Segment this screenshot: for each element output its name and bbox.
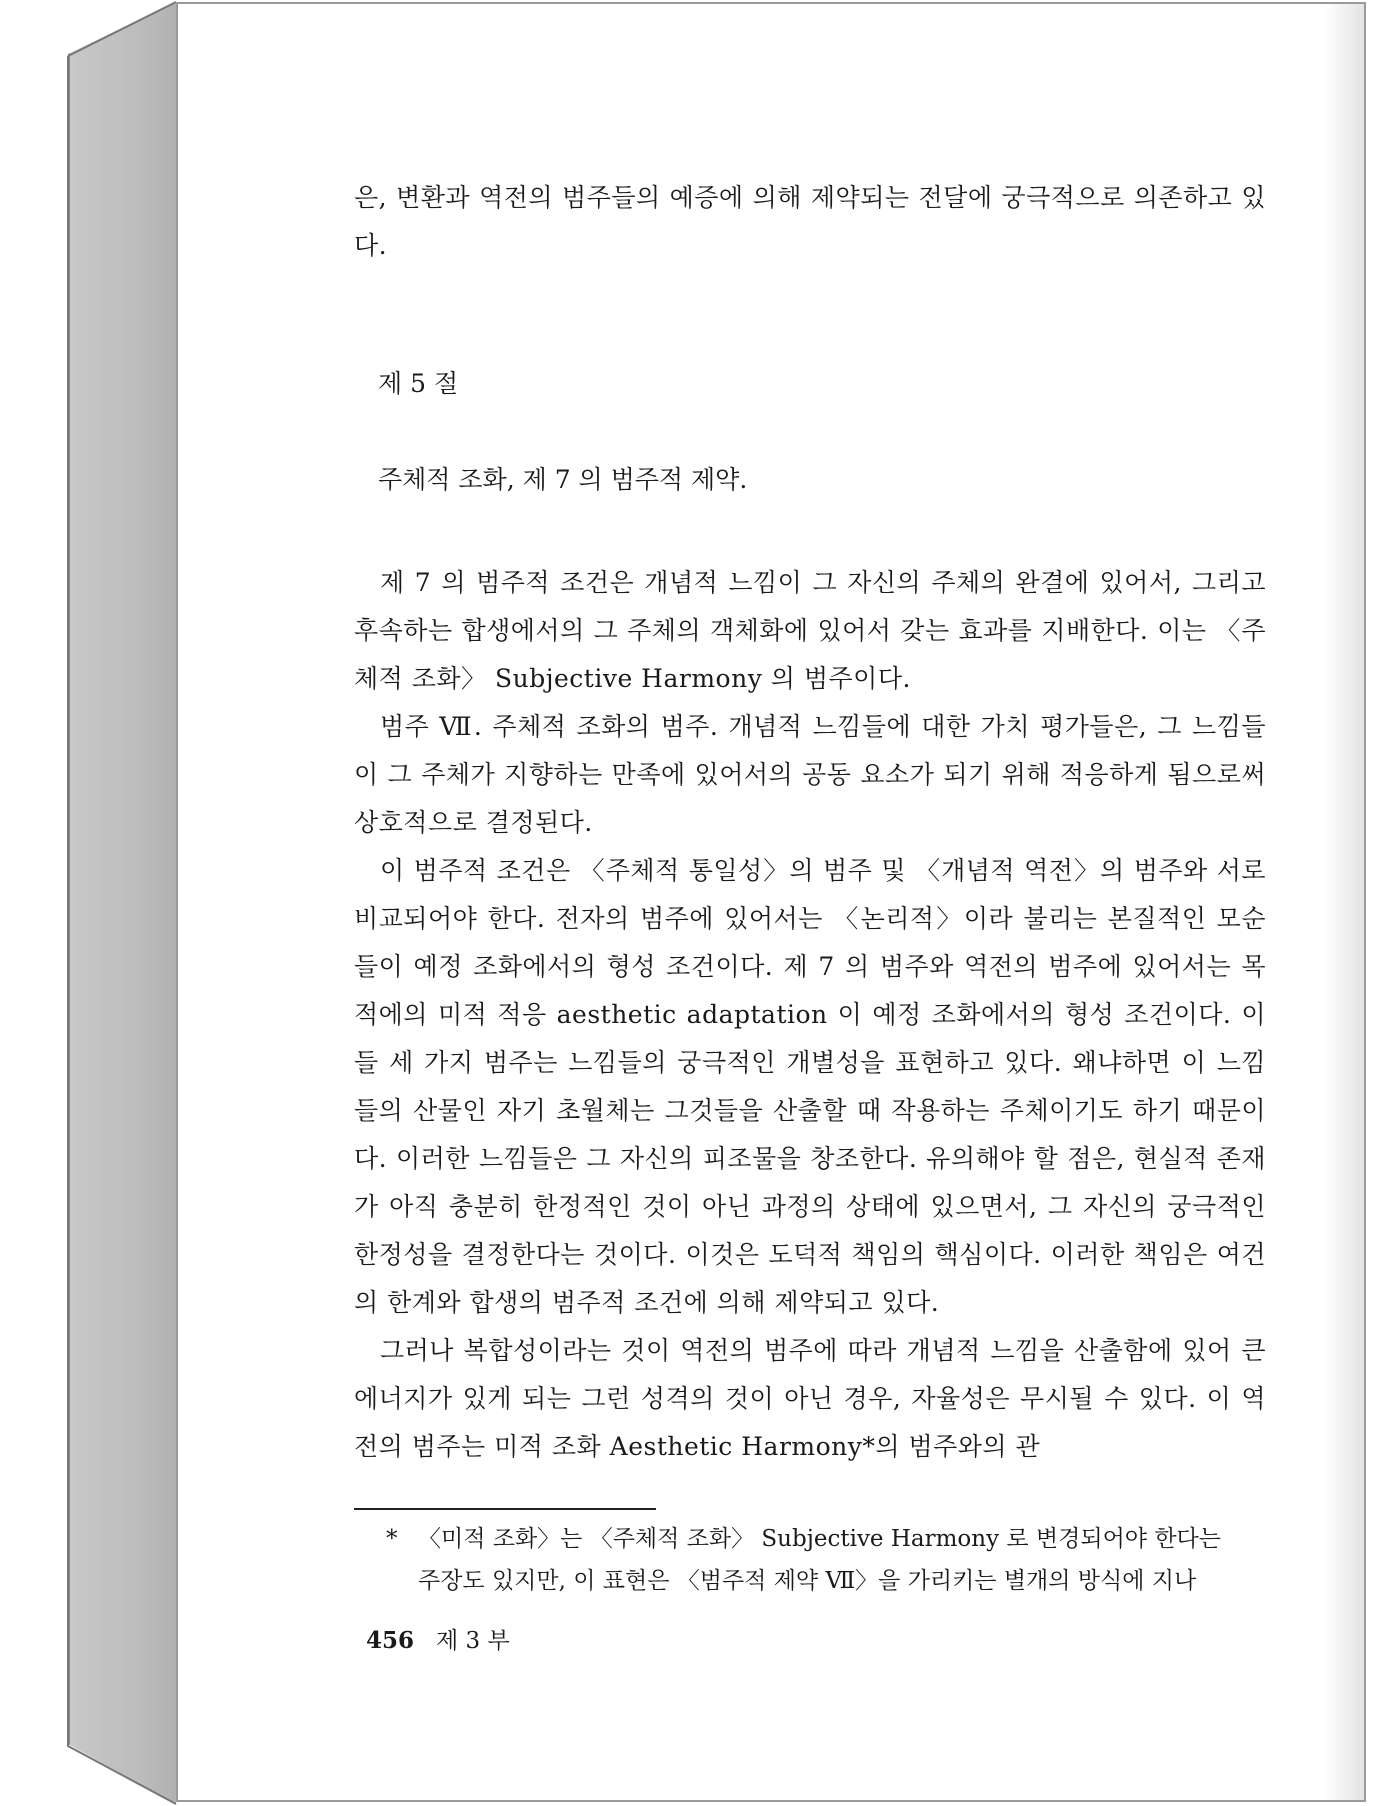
body-text <box>354 559 1266 1471</box>
book-spine <box>68 2 180 1804</box>
opening-text <box>354 174 1266 270</box>
footnote-divider <box>354 1508 656 1510</box>
page-footer <box>366 1622 510 1655</box>
footnote <box>386 1518 1266 1602</box>
footnote-mark: * <box>386 1526 398 1552</box>
section-number: 제 5 절 <box>378 369 459 398</box>
footnote-line-2: 주장도 있지만, 이 표현은 〈범주적 제약 Ⅶ〉을 가리키는 별개의 방식에 지나 <box>418 1568 1197 1594</box>
paragraph-2: 범주 Ⅶ. 주체적 조화의 범주. 개념적 느낌들에 대한 가치 평가들은, 그 느낌들이 그 주체가 지향하는 만족에 있어서의 공동 요소가 되기 위해 적응하게 됨으로써 상호적으로 결정된다. <box>354 712 1266 837</box>
paragraph-4: 그러나 복합성이라는 것이 역전의 범주에 따라 개념적 느낌을 산출함에 있어 큰 에너지가 있게 되는 그런 성격의 것이 아닌 경우, 자율성은 무시될 수 있다. 이 역전의 범주는 미적 조화 Aesthetic Harmony*의 범주와의 관 <box>354 1336 1266 1461</box>
part-label: 제 3 부 <box>436 1628 510 1654</box>
paragraph-3: 이 범주적 조건은 〈주체적 통일성〉의 범주 및 〈개념적 역전〉의 범주와 서로 비교되어야 한다. 전자의 범주에 있어서는 〈논리적〉이라 불리는 본질적인 모순들이 예정 조화에서의 형성 조건이다. 제 7 의 범주와 역전의 범주에 있어서는 목적에의 미적 적응 aesthetic adaptation 이 예정 조화에서의 형성 조건이다. 이들 세 가지 범주는 느낌들의 궁극적인 개별성을 표현하고 있다. 왜냐하면 이 느낌들의 산물인 자기 초월체는 그것들을 산출할 때 작용하는 주체이기도 하기 때문이다. 이러한 느낌들은 그 자신의 피조물을 창조한다. 유의해야 할 점은, 현실적 존재가 아직 충분히 한정적인 것이 아닌 과정의 상태에 있으면서, 그 자신의 궁극적인 한정성을 결정한다는 것이다. 이것은 도덕적 책임의 핵심이다. 이러한 책임은 여건의 한계와 합생의 범주적 조건에 의해 제약되고 있다. <box>354 856 1266 1317</box>
section-title: 주체적 조화, 제 7 의 범주적 제약. <box>378 465 748 494</box>
opening-paragraph: 은, 변환과 역전의 범주들의 예증에 의해 제약되는 전달에 궁극적으로 의존하고 있다. <box>354 183 1266 260</box>
paragraph-1: 제 7 의 범주적 조건은 개념적 느낌이 그 자신의 주체의 완결에 있어서, 그리고 후속하는 합생에서의 그 주체의 객체화에 있어서 갖는 효과를 지배한다. 이는 〈주체적 조화〉 Subjective Harmony 의 범주이다. <box>354 568 1266 693</box>
book-page <box>176 2 1366 1802</box>
page-number: 456 <box>366 1627 415 1654</box>
page-edge-shading <box>1324 4 1364 1800</box>
footnote-line-1: 〈미적 조화〉는 〈주체적 조화〉 Subjective Harmony 로 변경되어야 한다는 <box>418 1526 1221 1552</box>
